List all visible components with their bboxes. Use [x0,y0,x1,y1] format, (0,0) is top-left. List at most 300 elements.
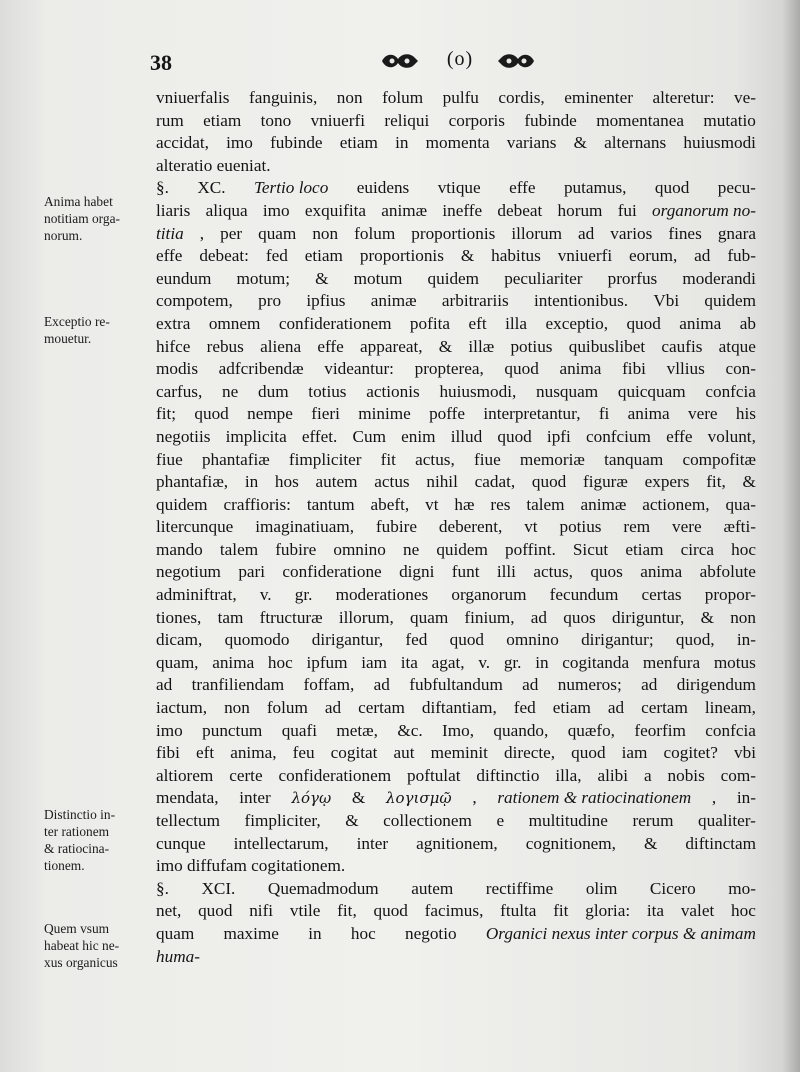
word: proportionis [359,246,444,266]
word: & [643,833,658,853]
word: fed [405,630,428,650]
word: eorum, [629,246,678,266]
word: reliqui [384,110,430,130]
word: fiue [156,449,183,469]
word: non [336,88,363,107]
word: actionem, [642,494,710,514]
margin-note-line: Quem vsum [44,921,110,936]
page-edge-shadow [782,0,800,1072]
word: fines [668,223,702,243]
text-line [156,787,756,810]
word: ad [641,675,658,695]
text-line [156,426,756,449]
word: huiusmodi [683,133,756,153]
word: liaris [156,200,191,220]
word: confcium [585,426,651,446]
word: negotiis [156,426,211,446]
word: per [220,223,243,243]
text-line [156,336,756,359]
word: quidem [427,268,480,288]
text-line [156,177,756,200]
word: omnino [333,539,386,559]
word: effe [509,178,536,198]
word: diftinctam [685,833,756,853]
word: etiam [625,539,664,559]
word: punctum [202,720,263,740]
word: tanquam [604,449,664,469]
word: varios [610,223,653,243]
word: eft [468,313,487,333]
word: vniuerfi [310,110,365,130]
word: cogitanda [562,652,630,672]
word: quod [531,472,567,492]
word: rerum [632,811,674,830]
word: confiderationem [278,313,392,333]
word: phantafiæ, [156,472,229,492]
margin-note-line: & ratiocina- [44,841,110,856]
word: fecundum [549,585,619,605]
word: gr. [294,585,313,605]
word: fub- [727,246,756,266]
text-line [156,539,756,562]
word: non [312,223,339,243]
text-line [156,471,756,494]
word: his [735,404,756,424]
word: anima [212,652,255,672]
word: ne [402,539,420,559]
word: a [643,765,652,785]
word: nusquam [536,381,599,401]
word: implicita [225,426,287,446]
word: , [711,788,717,808]
italic-run: rationem & ratiocinationem [497,788,692,808]
text-line [156,833,756,856]
text-line [156,720,756,743]
word: hifce [156,336,191,356]
word: interpretantur, [483,404,581,424]
word: talem [526,494,565,514]
word: quidem [704,291,756,311]
word: varians [506,133,557,153]
word: abfolute [699,562,756,582]
word: & [573,133,587,153]
word: folum [266,698,308,718]
margin-note [44,920,150,971]
text-line [156,381,756,404]
word: quam [410,607,449,627]
word: motum; [236,268,290,288]
word: fanguinis, [249,88,318,107]
word: diriguntur, [611,607,685,627]
word: anima [559,359,602,379]
word: & [315,268,329,288]
word: videantur: [324,359,394,379]
word: mendata, [156,788,219,808]
word: pari [238,562,266,582]
word: & [345,811,359,830]
word: eundum [156,268,212,288]
word: adminiftrat, [156,585,237,605]
page-number: 38 [150,50,172,75]
text-line [156,810,756,833]
word: compofitæ [682,449,756,469]
word: &c. [397,720,423,740]
word: fed [513,698,536,718]
word: etiam [552,698,591,718]
word: in [244,472,259,492]
word: diftinctio [476,765,540,785]
word: euidens [356,178,410,198]
word: tranfiliendam [191,675,285,695]
word: illæ [468,336,495,356]
word: gnara [717,223,756,243]
word: litercunque [156,517,234,537]
word: dicam, [156,630,203,650]
word: res [490,494,511,514]
word: cognitionem, [525,833,616,853]
margin-note-line: notitiam orga- [44,211,120,226]
word: e [496,811,505,830]
word: proportionis [411,223,496,243]
word: fi [598,404,610,424]
word: dirigantur; [581,630,654,650]
word: ita [646,901,665,921]
text-line [156,87,756,110]
word: tam [217,607,244,627]
word: actus, [533,562,573,582]
word: alternans [604,133,667,153]
word: digni [399,562,435,582]
word: cogitat [330,743,378,763]
word: motum [353,268,403,288]
word: quod [449,630,485,650]
word: XC. [197,178,226,198]
text-line [156,110,756,133]
word: numeros; [557,675,622,695]
word: ad [694,246,711,266]
word: quod [194,404,229,424]
word: propor- [704,585,756,605]
word: Cicero [649,878,696,898]
word: & [742,472,756,492]
text-line [156,516,756,539]
word: intellectarum, [233,833,329,853]
italic-run: Organici nexus inter corpus & animam [485,923,756,943]
word: metæ, [336,720,378,740]
word: cadat, [474,472,516,492]
text-line [156,878,756,901]
word: potius [559,517,602,537]
text-line [156,674,756,697]
word: feu [292,743,315,763]
word: Vbi [653,291,680,311]
text-line [156,855,756,878]
margin-note-line: norum. [44,228,83,243]
word: foffam, [303,675,355,695]
word: aliena [260,336,302,356]
word: ipfum [306,652,348,672]
word: iam [361,652,388,672]
word: directe, [504,743,556,763]
header-mark: (o) [446,48,474,70]
word: pecu- [717,178,756,198]
word: quando, [493,720,549,740]
word: quam [258,223,297,243]
word: tellectum [156,811,220,830]
greek-run: λόγῳ [291,789,332,808]
text-line [156,607,756,630]
word: fubinde [524,110,577,130]
word: vniuerfi [557,246,613,266]
word: æfti- [723,517,756,537]
word: fubire [275,539,317,559]
word: , [472,788,477,808]
word: & [438,336,453,356]
word: omnino [506,630,559,650]
word: illi [496,562,516,582]
word: eft [195,743,215,763]
word: quod [504,359,539,379]
word: mando [156,539,203,559]
word: volunt, [707,426,756,446]
word: animæ [580,494,627,514]
word: v. [259,585,272,605]
text-line [156,245,756,268]
word: certam [358,698,405,718]
word: memoriæ [519,449,585,469]
word: Imo, [442,720,475,740]
word: agnitionem, [416,833,498,853]
word: autem [315,472,358,492]
word: quafi [281,720,318,740]
word: carfus, [156,381,203,401]
word: figuræ [583,472,628,492]
word: hoc [731,539,756,559]
word: hoc [267,652,293,672]
margin-note-line: habeat hic ne- [44,938,120,953]
margin-note [44,193,150,244]
word: dirigantur, [311,630,384,650]
word: huiusmodi, [439,381,517,401]
word: certas [641,585,682,605]
word: quod, [675,630,715,650]
word: quos [590,562,623,582]
word: fieri [311,404,340,424]
margin-note [44,806,150,874]
word: organorum [451,585,527,605]
word: fit [553,901,569,921]
word: ad [324,698,342,718]
word: quos [563,607,596,627]
word: phantafiæ [201,449,270,469]
word: qua- [725,494,756,514]
word: illa, [555,765,582,785]
text-line [156,132,756,155]
word: qualiter- [698,811,756,830]
italic-run: Tertio loco [253,178,329,198]
text-line [156,223,756,246]
word: effe [666,426,693,446]
word: anima [627,404,670,424]
word: moderandi [682,268,756,288]
fleuron-left-icon [380,51,420,71]
word: vt [524,517,538,537]
word: vere [687,404,718,424]
word: gloria: [585,901,631,921]
word: ve- [733,88,756,107]
word: vniuerfalis [156,88,230,107]
word: prorfus [607,268,658,288]
word: autem [411,878,454,898]
word: caufis [661,336,703,356]
margin-note-line: mouetur. [44,331,92,346]
word: pofita [409,313,451,333]
margin-note-line: Exceptio re- [44,314,110,329]
word: tantum [306,494,355,514]
word: expers [644,472,690,492]
word: §. [156,878,169,898]
word: hoc [350,923,376,943]
word: facimus, [424,901,484,921]
word: atque [718,336,756,356]
word: inter [356,833,389,853]
word: fit, [706,472,726,492]
text-line [156,358,756,381]
word: actus, [415,449,455,469]
word: inter [239,788,271,808]
word: appareat, [360,336,423,356]
word: ipfius [306,291,346,311]
word: hos [274,472,299,492]
word: quod [571,743,606,763]
word: agat, [431,652,465,672]
word: ad [373,675,390,695]
running-head [150,46,750,76]
text-line [156,494,756,517]
text-line [156,403,756,426]
margin-note-line: xus organicus [44,955,118,970]
word: ad [156,675,173,695]
word: pulfu [442,88,479,107]
word: aut [393,743,415,763]
word: quæfo, [567,720,615,740]
text-line [156,765,756,788]
word: horum [557,200,603,220]
word: fit [380,449,396,469]
word: vere [672,517,702,537]
word: in- [736,630,756,650]
word: quomodo [224,630,290,650]
word: dum [258,381,289,401]
word: fubfultandum [409,675,503,695]
word: exceptio, [545,313,608,333]
text-line [156,290,756,313]
word: quidem [436,539,488,559]
word: vbi [734,743,756,763]
word: meminit [430,743,488,763]
margin-note-line: tionem. [44,858,85,873]
word: ipfi [546,426,571,446]
word: corporis [448,110,505,130]
word: quam, [156,652,199,672]
word: anima [640,562,683,582]
word: actionis [366,381,420,401]
word: fimpliciter, [244,811,321,830]
word: rebus [206,336,244,356]
word: illorum [511,223,562,243]
word: rectiffime [485,878,554,898]
text-line [156,629,756,652]
word: quod [654,178,690,198]
word: net, [156,901,182,921]
word: in- [736,788,756,808]
word: habitus [491,246,541,266]
word: arbitrariis [441,291,509,311]
word: gr. [503,652,522,672]
word: quod [626,313,661,333]
word: XCI. [201,878,236,898]
word: debeat [497,200,543,220]
word: Quemadmodum [267,878,379,898]
word: v. [478,652,491,672]
word: funt [451,562,480,582]
word: ita [400,652,418,672]
word: & [700,607,714,627]
word: §. [156,178,169,198]
word: enim [401,426,436,446]
margin-note [44,313,150,347]
word: negotio [405,923,457,943]
word: accidat, [156,133,209,153]
word: rem [623,517,651,537]
italic-run: titia [156,223,184,243]
word: vllius [666,359,705,379]
word: circa [680,539,715,559]
word: imo [156,720,183,740]
word: Sicut [572,539,609,559]
word: alteretur: [652,88,715,107]
word: imaginatiuam, [255,517,355,537]
word: multitudine [528,811,608,830]
word: putamus, [563,178,627,198]
margin-note-line: Anima habet [44,194,113,209]
word: dirigendum [676,675,756,695]
word: nobis [667,765,705,785]
word: hæ [454,494,475,514]
text-line [156,561,756,584]
word: etiam [304,246,343,266]
word: poffe [429,404,466,424]
word: lineam, [704,698,756,718]
word: confideratione [282,562,382,582]
word: con- [725,359,756,379]
word: propterea, [414,359,484,379]
text-line [156,697,756,720]
word: & [460,246,475,266]
word: feorfim [634,720,686,740]
word: hoc [731,901,756,921]
word: poffint. [505,539,556,559]
word: ftulta [500,901,537,921]
word: quibuslibet [568,336,646,356]
text-line [156,923,756,946]
word: omnem [208,313,261,333]
word: motus [713,652,756,672]
word: effe [317,336,344,356]
word: fubire [375,517,417,537]
fleuron-right-icon [496,51,536,71]
italic-run: huma- [156,946,200,966]
